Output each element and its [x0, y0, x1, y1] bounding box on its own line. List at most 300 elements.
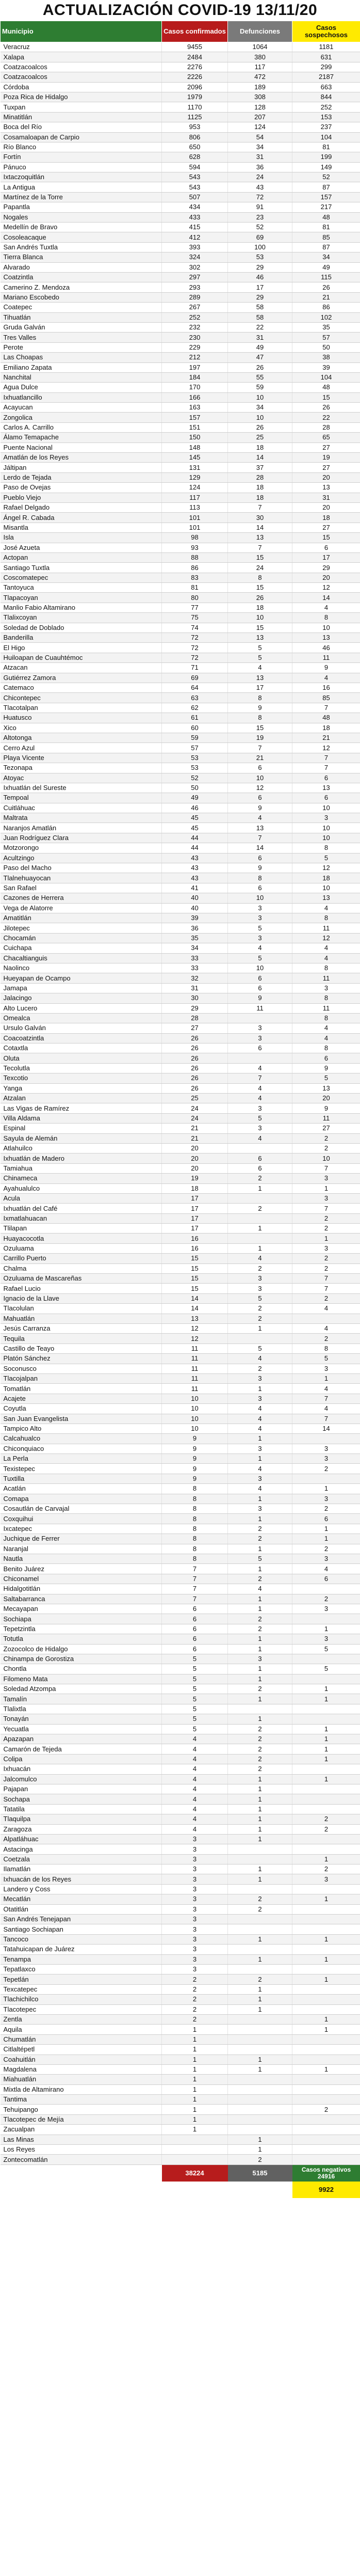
defunciones-cell: 2: [228, 1174, 292, 1183]
municipio-cell: Tlacotepec de Mejía: [1, 2114, 162, 2124]
sospechosos-cell: 10: [292, 623, 360, 633]
municipio-cell: Apazapan: [1, 1734, 162, 1744]
confirmados-cell: 197: [162, 362, 228, 372]
table-row: [1, 773, 360, 783]
municipio-cell: Sochapa: [1, 1794, 162, 1804]
confirmados-cell: 4: [162, 1764, 228, 1774]
defunciones-cell: 1: [228, 1714, 292, 1724]
defunciones-cell: 2: [228, 1574, 292, 1584]
table-row: [1, 1984, 360, 1994]
sospechosos-cell: 631: [292, 52, 360, 62]
confirmados-cell: 117: [162, 493, 228, 502]
table-row: [1, 252, 360, 262]
defunciones-cell: 14: [228, 453, 292, 463]
municipio-cell: Gruda Galván: [1, 322, 162, 332]
municipio-cell: Omealca: [1, 1013, 162, 1023]
confirmados-cell: 7: [162, 1594, 228, 1604]
defunciones-cell: 25: [228, 433, 292, 442]
table-row: [1, 502, 360, 512]
municipio-cell: Rafael Delgado: [1, 502, 162, 512]
table-row: [1, 1224, 360, 1234]
defunciones-cell: 100: [228, 242, 292, 252]
sospechosos-cell: 1: [292, 1373, 360, 1383]
confirmados-cell: 229: [162, 342, 228, 352]
defunciones-cell: 26: [228, 422, 292, 432]
sospechosos-cell: 8: [292, 843, 360, 853]
confirmados-cell: 10: [162, 1404, 228, 1414]
defunciones-cell: 24: [228, 563, 292, 573]
table-row: [1, 1444, 360, 1453]
defunciones-cell: 380: [228, 52, 292, 62]
municipio-cell: Ixhuacán de los Reyes: [1, 1874, 162, 1884]
defunciones-cell: [228, 1945, 292, 1954]
sospechosos-cell: 5: [292, 1073, 360, 1083]
municipio-cell: Castillo de Teayo: [1, 1344, 162, 1353]
defunciones-cell: 6: [228, 983, 292, 993]
sospechosos-cell: 3: [292, 1634, 360, 1644]
sospechosos-cell: 11: [292, 973, 360, 983]
defunciones-cell: [228, 1884, 292, 1894]
table-row: [1, 843, 360, 853]
confirmados-cell: 412: [162, 232, 228, 242]
municipio-cell: Tancoco: [1, 1934, 162, 1944]
defunciones-cell: 3: [228, 1124, 292, 1133]
municipio-cell: Zacualpan: [1, 2125, 162, 2135]
municipio-cell: Tampico Alto: [1, 1424, 162, 1433]
municipio-cell: Tecolutla: [1, 1063, 162, 1073]
table-row: [1, 1945, 360, 1954]
defunciones-cell: 4: [228, 943, 292, 953]
municipio-cell: Motzorongo: [1, 843, 162, 853]
defunciones-cell: 3: [228, 1444, 292, 1453]
municipio-cell: Tehuipango: [1, 2105, 162, 2114]
municipio-cell: Landero y Coss: [1, 1884, 162, 1894]
municipio-cell: Hidalgotitlán: [1, 1584, 162, 1594]
sospechosos-cell: 26: [292, 403, 360, 413]
table-row: [1, 282, 360, 292]
defunciones-cell: 5: [228, 953, 292, 963]
defunciones-cell: 1: [228, 1594, 292, 1604]
defunciones-cell: 4: [228, 1063, 292, 1073]
sospechosos-cell: [292, 1654, 360, 1664]
table-row: [1, 413, 360, 422]
municipio-cell: Coyutla: [1, 1404, 162, 1414]
municipio-cell: Chacaltianguis: [1, 953, 162, 963]
table-row: [1, 633, 360, 643]
cases-table: [0, 21, 360, 2198]
confirmados-cell: 46: [162, 803, 228, 813]
confirmados-cell: 433: [162, 212, 228, 222]
defunciones-cell: 1: [228, 1934, 292, 1944]
sospechosos-cell: 52: [292, 172, 360, 182]
sospechosos-cell: 115: [292, 272, 360, 282]
municipio-cell: Tatatila: [1, 1804, 162, 1814]
confirmados-cell: 543: [162, 182, 228, 192]
municipio-cell: Ayahualulco: [1, 1183, 162, 1193]
table-row: [1, 463, 360, 472]
municipio-cell: Las Minas: [1, 2135, 162, 2144]
defunciones-cell: 4: [228, 1584, 292, 1594]
municipio-cell: Cosautlán de Carvajal: [1, 1504, 162, 1514]
defunciones-cell: [228, 2114, 292, 2124]
sospechosos-cell: 844: [292, 92, 360, 102]
sospechosos-cell: 13: [292, 1083, 360, 1093]
sospechosos-cell: 13: [292, 893, 360, 903]
table-row: [1, 1204, 360, 1213]
sospechosos-cell: 48: [292, 212, 360, 222]
defunciones-cell: [228, 2105, 292, 2114]
confirmados-cell: 5: [162, 1724, 228, 1734]
defunciones-cell: 1: [228, 1634, 292, 1644]
defunciones-cell: 1: [228, 1694, 292, 1704]
sospechosos-cell: 35: [292, 322, 360, 332]
sospechosos-cell: 1: [292, 1774, 360, 1784]
table-row: [1, 2075, 360, 2084]
defunciones-cell: 5: [228, 653, 292, 662]
sospechosos-cell: 217: [292, 202, 360, 212]
sospechosos-cell: 3: [292, 1193, 360, 1203]
confirmados-cell: 86: [162, 563, 228, 573]
defunciones-cell: [228, 1704, 292, 1714]
municipio-cell: Ángel R. Cabada: [1, 513, 162, 523]
sospechosos-cell: 2: [292, 1824, 360, 1834]
table-row: [1, 442, 360, 452]
sospechosos-cell: 1: [292, 1734, 360, 1744]
sospechosos-cell: 4: [292, 903, 360, 913]
defunciones-cell: 9: [228, 703, 292, 713]
table-row: [1, 232, 360, 242]
sospechosos-cell: [292, 2004, 360, 2014]
confirmados-cell: 83: [162, 573, 228, 582]
sospechosos-cell: 17: [292, 552, 360, 562]
defunciones-cell: 7: [228, 743, 292, 753]
municipio-cell: Atzalan: [1, 1094, 162, 1103]
sospechosos-cell: 11: [292, 923, 360, 933]
municipio-cell: Fortín: [1, 152, 162, 162]
sospechosos-cell: 11: [292, 1113, 360, 1123]
defunciones-cell: 53: [228, 252, 292, 262]
defunciones-cell: 3: [228, 1284, 292, 1293]
defunciones-cell: 15: [228, 552, 292, 562]
confirmados-cell: 20: [162, 1163, 228, 1173]
confirmados-cell: 14: [162, 1304, 228, 1314]
confirmados-cell: 2484: [162, 52, 228, 62]
confirmados-cell: 170: [162, 383, 228, 392]
sospechosos-cell: 3: [292, 1604, 360, 1614]
confirmados-cell: 88: [162, 552, 228, 562]
municipio-cell: Santiago Sochiapan: [1, 1924, 162, 1934]
confirmados-cell: 8: [162, 1504, 228, 1514]
table-row: [1, 1814, 360, 1824]
defunciones-cell: 26: [228, 362, 292, 372]
municipio-cell: El Higo: [1, 643, 162, 653]
table-row: [1, 2095, 360, 2105]
table-row: [1, 1263, 360, 1273]
confirmados-cell: 57: [162, 743, 228, 753]
sospechosos-cell: 3: [292, 983, 360, 993]
defunciones-cell: 2: [228, 1624, 292, 1634]
sospechosos-cell: 3: [292, 1444, 360, 1453]
defunciones-cell: 10: [228, 893, 292, 903]
confirmados-cell: [162, 2145, 228, 2155]
sospechosos-cell: 1: [292, 1534, 360, 1544]
confirmados-cell: 62: [162, 703, 228, 713]
table-row: [1, 182, 360, 192]
table-row: [1, 342, 360, 352]
municipio-cell: Tequila: [1, 1334, 162, 1344]
defunciones-cell: 8: [228, 573, 292, 582]
table-row: [1, 713, 360, 723]
municipio-cell: Actopan: [1, 552, 162, 562]
sospechosos-cell: 14: [292, 1424, 360, 1433]
sospechosos-cell: 7: [292, 1163, 360, 1173]
sospechosos-cell: [292, 1434, 360, 1444]
table-row: [1, 743, 360, 753]
defunciones-cell: 3: [228, 1474, 292, 1483]
municipio-cell: Totutla: [1, 1634, 162, 1644]
defunciones-cell: 9: [228, 863, 292, 873]
sospechosos-cell: 2: [292, 1464, 360, 1474]
sospechosos-cell: [292, 1945, 360, 1954]
table-row: [1, 1744, 360, 1754]
sospechosos-cell: 16: [292, 683, 360, 693]
defunciones-cell: 11: [228, 1003, 292, 1013]
municipio-cell: La Antigua: [1, 182, 162, 192]
confirmados-cell: 10: [162, 1424, 228, 1433]
table-row: [1, 1974, 360, 1984]
total-sospechosos: 9922: [292, 2182, 360, 2198]
municipio-cell: Chumatlán: [1, 2034, 162, 2044]
sospechosos-cell: 18: [292, 873, 360, 883]
sospechosos-cell: 7: [292, 1284, 360, 1293]
municipio-cell: Chinameca: [1, 1174, 162, 1183]
table-row: [1, 1174, 360, 1183]
table-row: [1, 543, 360, 552]
confirmados-cell: 101: [162, 523, 228, 532]
confirmados-cell: 2: [162, 1984, 228, 1994]
defunciones-cell: 5: [228, 643, 292, 653]
confirmados-cell: 953: [162, 122, 228, 132]
confirmados-cell: 2: [162, 1974, 228, 1984]
table-row: [1, 1013, 360, 1023]
confirmados-cell: 72: [162, 643, 228, 653]
defunciones-cell: [228, 1193, 292, 1203]
table-row: [1, 1634, 360, 1644]
confirmados-cell: 45: [162, 813, 228, 823]
defunciones-cell: 2: [228, 2155, 292, 2164]
table-row: [1, 1414, 360, 1424]
table-row: [1, 2025, 360, 2034]
confirmados-cell: 17: [162, 1224, 228, 1234]
municipio-cell: Carlos A. Carrillo: [1, 422, 162, 432]
confirmados-cell: 81: [162, 583, 228, 593]
municipio-cell: Vega de Alatorre: [1, 903, 162, 913]
sospechosos-cell: [292, 1915, 360, 1924]
confirmados-cell: 29: [162, 1003, 228, 1013]
municipio-cell: Acajete: [1, 1394, 162, 1403]
sospechosos-cell: 4: [292, 673, 360, 683]
confirmados-cell: 151: [162, 422, 228, 432]
municipio-cell: Zongolica: [1, 413, 162, 422]
table-row: [1, 1694, 360, 1704]
sospechosos-cell: 87: [292, 182, 360, 192]
sospechosos-cell: 1: [292, 1974, 360, 1984]
table-row: [1, 763, 360, 773]
defunciones-cell: 1: [228, 1644, 292, 1654]
sospechosos-cell: 38: [292, 353, 360, 362]
municipio-cell: Ixhuacán: [1, 1764, 162, 1774]
municipio-cell: Naolinco: [1, 963, 162, 973]
table-row: [1, 1804, 360, 1814]
confirmados-cell: 49: [162, 793, 228, 803]
table-row: [1, 2014, 360, 2024]
municipio-cell: Tamiahua: [1, 1163, 162, 1173]
municipio-cell: Acultzingo: [1, 853, 162, 863]
header-sospechosos: Casos sospechosos: [292, 21, 360, 42]
municipio-cell: Carrillo Puerto: [1, 1254, 162, 1263]
sospechosos-cell: 4: [292, 1023, 360, 1033]
table-row: [1, 2004, 360, 2014]
confirmados-cell: 77: [162, 603, 228, 612]
sospechosos-cell: [292, 1995, 360, 2004]
sospechosos-cell: 85: [292, 232, 360, 242]
municipio-cell: Chontla: [1, 1664, 162, 1674]
confirmados-cell: 11: [162, 1354, 228, 1364]
table-row: [1, 1604, 360, 1614]
table-row: [1, 1354, 360, 1364]
table-row: [1, 262, 360, 272]
defunciones-cell: 21: [228, 753, 292, 763]
defunciones-cell: 5: [228, 1293, 292, 1303]
municipio-cell: Mecayapan: [1, 1604, 162, 1614]
defunciones-cell: 52: [228, 223, 292, 232]
municipio-cell: Las Choapas: [1, 353, 162, 362]
table-row: [1, 693, 360, 703]
sospechosos-cell: 5: [292, 853, 360, 863]
confirmados-cell: 10: [162, 1414, 228, 1424]
municipio-cell: Cuitláhuac: [1, 803, 162, 813]
municipio-cell: Tomatlán: [1, 1384, 162, 1394]
municipio-cell: Alvarado: [1, 262, 162, 272]
sospechosos-cell: [292, 2075, 360, 2084]
defunciones-cell: 17: [228, 282, 292, 292]
defunciones-cell: 18: [228, 483, 292, 493]
table-row: [1, 403, 360, 413]
table-row: [1, 833, 360, 843]
confirmados-cell: 184: [162, 372, 228, 382]
sospechosos-cell: 5: [292, 1664, 360, 1674]
defunciones-cell: 1: [228, 1224, 292, 1234]
sospechosos-cell: 2: [292, 1334, 360, 1344]
defunciones-cell: 3: [228, 913, 292, 923]
totals-row: [1, 2164, 360, 2182]
confirmados-cell: 232: [162, 322, 228, 332]
municipio-cell: Río Blanco: [1, 142, 162, 152]
defunciones-cell: [228, 1143, 292, 1153]
sospechosos-cell: 104: [292, 372, 360, 382]
table-row: [1, 1073, 360, 1083]
confirmados-cell: 6: [162, 1634, 228, 1644]
table-row: [1, 1243, 360, 1253]
sospechosos-cell: 2: [292, 1293, 360, 1303]
municipio-cell: Paso del Macho: [1, 863, 162, 873]
sospechosos-cell: 5: [292, 1354, 360, 1364]
table-row: [1, 1023, 360, 1033]
table-row: [1, 1884, 360, 1894]
municipio-cell: Pueblo Viejo: [1, 493, 162, 502]
confirmados-cell: 15: [162, 1284, 228, 1293]
table-row: [1, 1364, 360, 1373]
defunciones-cell: 4: [228, 1484, 292, 1494]
defunciones-cell: 1: [228, 1434, 292, 1444]
sospechosos-cell: 199: [292, 152, 360, 162]
table-row: [1, 493, 360, 502]
confirmados-cell: 1: [162, 2055, 228, 2064]
confirmados-cell: 26: [162, 1044, 228, 1053]
table-row: [1, 913, 360, 923]
sospechosos-cell: 299: [292, 62, 360, 72]
table-row: [1, 603, 360, 612]
defunciones-cell: 22: [228, 322, 292, 332]
defunciones-cell: 189: [228, 82, 292, 92]
defunciones-cell: 3: [228, 933, 292, 943]
confirmados-cell: 166: [162, 392, 228, 402]
defunciones-cell: 91: [228, 202, 292, 212]
table-row: [1, 353, 360, 362]
municipio-cell: Zaragoza: [1, 1824, 162, 1834]
sospechosos-cell: 11: [292, 1003, 360, 1013]
table-row: [1, 303, 360, 312]
table-row: [1, 573, 360, 582]
table-row: [1, 593, 360, 603]
municipio-cell: Huayacocotla: [1, 1234, 162, 1243]
table-row: [1, 82, 360, 92]
defunciones-cell: 15: [228, 583, 292, 593]
confirmados-cell: 36: [162, 923, 228, 933]
sospechosos-cell: [292, 1764, 360, 1774]
sospechosos-cell: 7: [292, 1414, 360, 1424]
table-row: [1, 723, 360, 733]
defunciones-cell: 128: [228, 102, 292, 112]
municipio-cell: Cuichapa: [1, 943, 162, 953]
sospechosos-cell: 252: [292, 102, 360, 112]
table-row: [1, 152, 360, 162]
municipio-cell: Atlahuilco: [1, 1143, 162, 1153]
defunciones-cell: 29: [228, 292, 292, 302]
sospechosos-cell: 9: [292, 663, 360, 673]
table-row: [1, 2145, 360, 2155]
sospechosos-cell: 27: [292, 463, 360, 472]
confirmados-cell: 31: [162, 983, 228, 993]
table-row: [1, 1324, 360, 1334]
table-row: [1, 883, 360, 893]
municipio-cell: Chalma: [1, 1263, 162, 1273]
confirmados-cell: 12: [162, 1324, 228, 1334]
confirmados-cell: 15: [162, 1263, 228, 1273]
table-row: [1, 72, 360, 82]
table-row: [1, 1724, 360, 1734]
municipio-cell: Tamalín: [1, 1694, 162, 1704]
table-row: [1, 1494, 360, 1504]
municipio-cell: Sochiapa: [1, 1614, 162, 1624]
table-row: [1, 1864, 360, 1874]
sospechosos-cell: 1: [292, 2014, 360, 2024]
municipio-cell: Maltrata: [1, 813, 162, 823]
defunciones-cell: 29: [228, 262, 292, 272]
defunciones-cell: 207: [228, 112, 292, 122]
sospechosos-cell: [292, 1984, 360, 1994]
confirmados-cell: 17: [162, 1204, 228, 1213]
